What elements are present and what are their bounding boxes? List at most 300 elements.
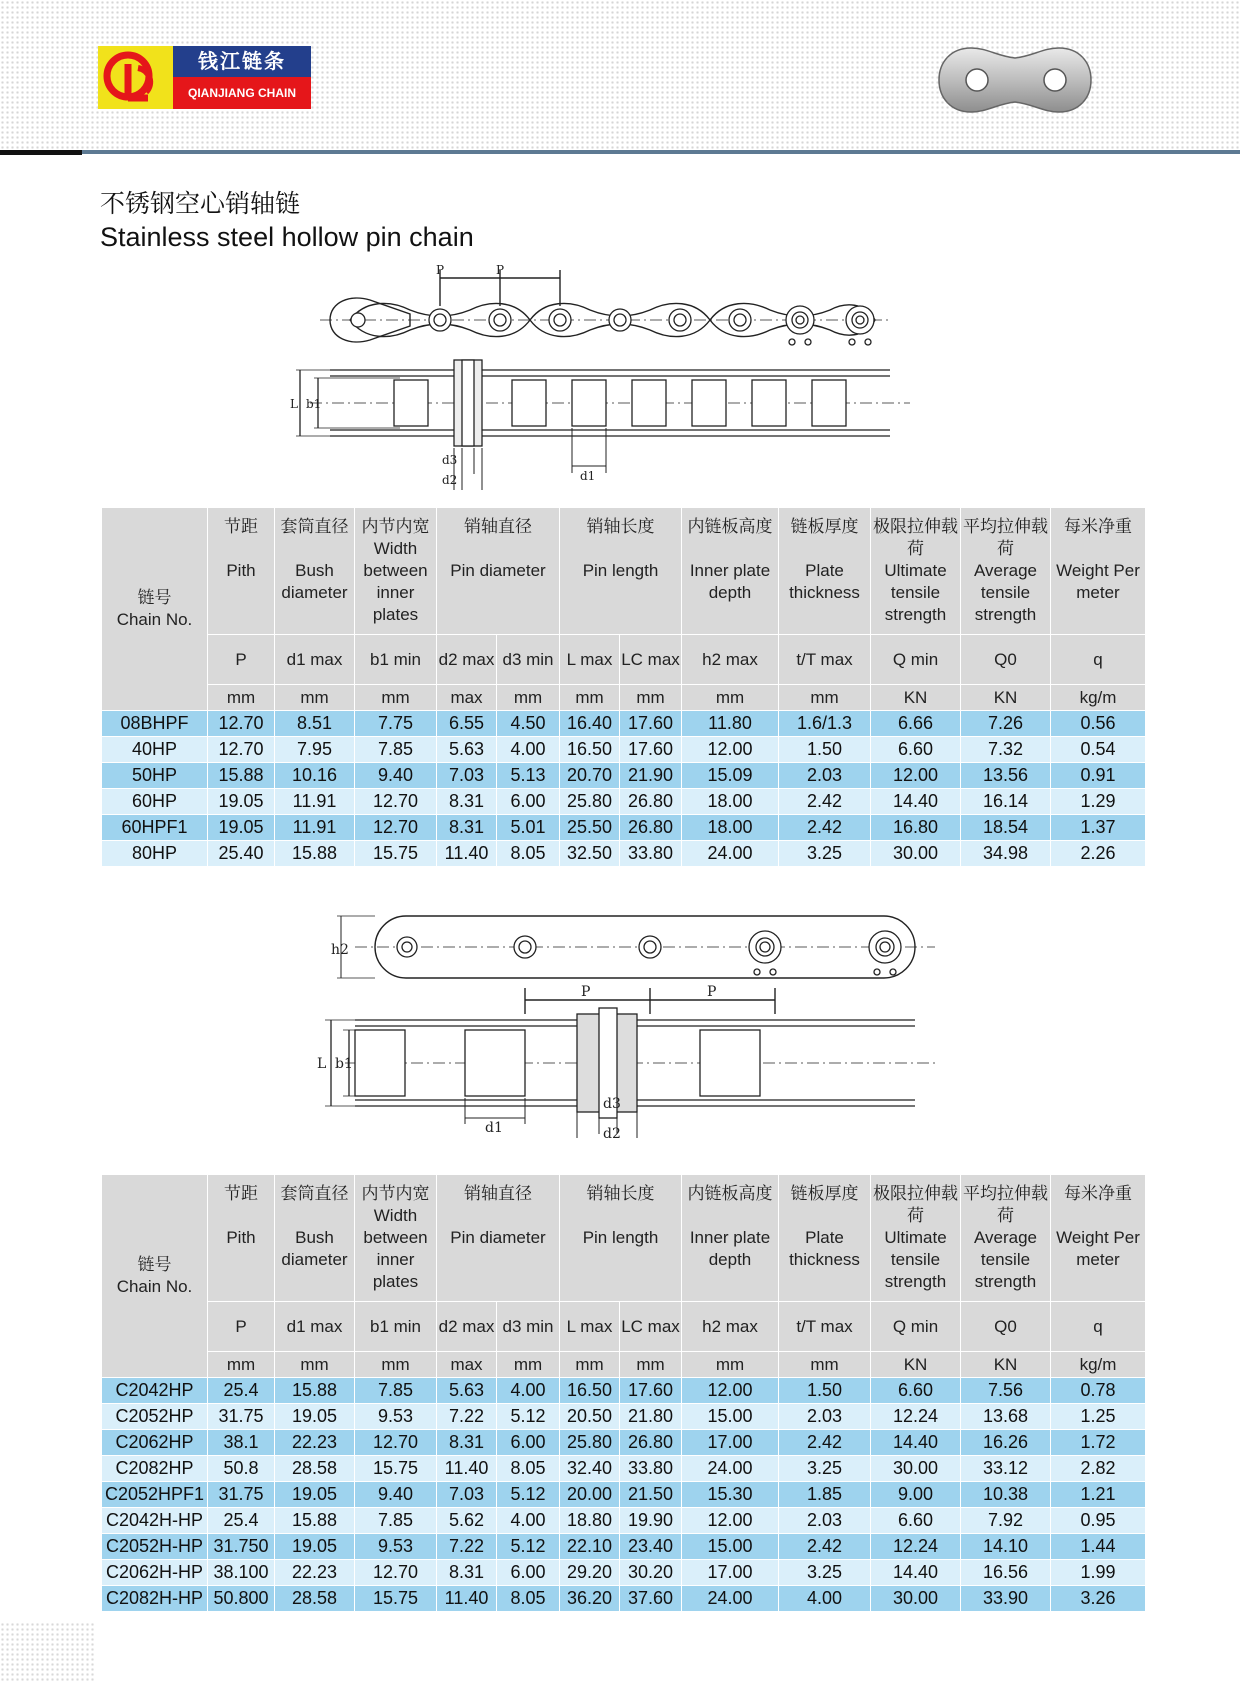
header-pin-diameter-en: Pin diameter xyxy=(450,1228,546,1247)
header-inner-plate xyxy=(682,508,779,635)
table-cell: 18.00 xyxy=(682,789,779,815)
table-cell: 15.75 xyxy=(355,1456,437,1482)
table-cell: 21.90 xyxy=(620,763,682,789)
header-plate-thickness-en: Plate thickness xyxy=(789,1228,860,1269)
table-cell: 7.56 xyxy=(961,1378,1051,1404)
header-inner-plate-cn: 内链板高度 xyxy=(687,517,773,537)
table-cell: 24.00 xyxy=(682,841,779,867)
table-cell: 3.26 xyxy=(1051,1586,1146,1612)
table-cell: 10.16 xyxy=(275,763,355,789)
table-cell: 32.50 xyxy=(560,841,620,867)
table-cell: 5.01 xyxy=(497,815,560,841)
header-weight-cn: 每米净重 xyxy=(1064,1184,1132,1204)
header-chain-en: Chain No. xyxy=(116,1277,193,1296)
header-average xyxy=(961,1175,1051,1302)
brand-name-cn: 钱江链条 xyxy=(173,46,311,77)
table-cell: 12.24 xyxy=(871,1404,961,1430)
header-bush-en: Bush diameter xyxy=(281,1228,348,1269)
table-cell: 1.6/1.3 xyxy=(779,711,871,737)
table-cell: 31.75 xyxy=(208,1482,275,1508)
symbol-cell: LC max xyxy=(620,1302,682,1352)
table-cell: 15.00 xyxy=(682,1404,779,1430)
table-cell: 22.23 xyxy=(275,1560,355,1586)
header-unit-row xyxy=(102,1352,1146,1378)
table-cell: 9.53 xyxy=(355,1534,437,1560)
table-cell: 18.54 xyxy=(961,815,1051,841)
table-cell: 13.68 xyxy=(961,1404,1051,1430)
dim-d1-label: d1 xyxy=(580,469,596,483)
table-cell: 11.40 xyxy=(437,1456,497,1482)
header-ultimate-en: Ultimate tensile strength xyxy=(884,1228,947,1291)
chain-no-cell: C2042HP xyxy=(102,1378,208,1404)
table-cell: 33.80 xyxy=(620,841,682,867)
unit-cell: mm xyxy=(208,1352,275,1378)
table-cell: 7.03 xyxy=(437,1482,497,1508)
table-cell: 11.91 xyxy=(275,789,355,815)
symbol-cell: Q0 xyxy=(961,635,1051,685)
table-cell: 0.56 xyxy=(1051,711,1146,737)
spec-table-2 xyxy=(101,1174,1146,1612)
table-cell: 25.40 xyxy=(208,841,275,867)
chain-no-cell: 60HPF1 xyxy=(102,815,208,841)
header-pitch xyxy=(208,1175,275,1302)
chain-no-cell: C2082H-HP xyxy=(102,1586,208,1612)
table-cell: 26.80 xyxy=(620,1430,682,1456)
dim-h2-label: h2 xyxy=(331,942,349,958)
header-pin-length-cn: 销轴长度 xyxy=(586,1184,655,1204)
table-cell: 21.50 xyxy=(620,1482,682,1508)
table-cell: 12.70 xyxy=(355,789,437,815)
header-inner-plate-en: Inner plate depth xyxy=(689,1228,771,1269)
symbol-cell: L max xyxy=(560,1302,620,1352)
unit-cell: mm xyxy=(779,1352,871,1378)
chain-no-cell: 60HP xyxy=(102,789,208,815)
table-cell: 6.55 xyxy=(437,711,497,737)
table-cell: 2.03 xyxy=(779,1508,871,1534)
table-cell: 2.42 xyxy=(779,1534,871,1560)
table-cell: 1.25 xyxy=(1051,1404,1146,1430)
table-cell: 18.80 xyxy=(560,1508,620,1534)
table-row xyxy=(102,737,1146,763)
table-cell: 50.800 xyxy=(208,1586,275,1612)
header-ultimate xyxy=(871,508,961,635)
table-cell: 15.75 xyxy=(355,841,437,867)
header-pin-length-en: Pin length xyxy=(582,561,659,580)
brand-name-en: QIANJIANG CHAIN xyxy=(173,77,311,109)
table-cell: 15.75 xyxy=(355,1586,437,1612)
header-symbol-row xyxy=(102,1302,1146,1352)
header-pin-length xyxy=(560,508,682,635)
table-cell: 15.00 xyxy=(682,1534,779,1560)
footer-dot-pattern xyxy=(0,1622,95,1683)
table-cell: 2.82 xyxy=(1051,1456,1146,1482)
header-bush xyxy=(275,1175,355,1302)
table-cell: 24.00 xyxy=(682,1586,779,1612)
symbol-cell: d1 max xyxy=(275,635,355,685)
table-cell: 25.4 xyxy=(208,1378,275,1404)
link-plate-icon xyxy=(935,44,1095,116)
table-cell: 0.95 xyxy=(1051,1508,1146,1534)
header-weight-cn: 每米净重 xyxy=(1064,517,1132,537)
header-ultimate-cn: 极限拉伸载荷 xyxy=(873,1184,958,1226)
page-title-en: Stainless steel hollow pin chain xyxy=(100,222,474,252)
header-pin-length xyxy=(560,1175,682,1302)
dim-d1-label-2: d1 xyxy=(485,1120,503,1136)
symbol-cell: b1 min xyxy=(355,1302,437,1352)
table-cell: 7.32 xyxy=(961,737,1051,763)
table-cell: 8.31 xyxy=(437,1560,497,1586)
header-bush-cn: 套筒直径 xyxy=(280,1184,349,1204)
chain-no-cell: C2052HP xyxy=(102,1404,208,1430)
table-cell: 33.90 xyxy=(961,1586,1051,1612)
spec-table-1 xyxy=(101,507,1146,867)
header-weight xyxy=(1051,508,1146,635)
table-cell: 0.78 xyxy=(1051,1378,1146,1404)
table-cell: 26.80 xyxy=(620,815,682,841)
table-cell: 7.92 xyxy=(961,1508,1051,1534)
header-weight-en: Weight Per meter xyxy=(1056,1228,1140,1269)
unit-cell: max xyxy=(437,1352,497,1378)
table-cell: 1.85 xyxy=(779,1482,871,1508)
header-average-cn: 平均拉伸载荷 xyxy=(963,517,1048,559)
table-cell: 14.40 xyxy=(871,789,961,815)
header-average-en: Average tensile strength xyxy=(973,1228,1037,1291)
table-cell: 30.00 xyxy=(871,841,961,867)
table-cell: 31.75 xyxy=(208,1404,275,1430)
symbol-cell: b1 min xyxy=(355,635,437,685)
table-cell: 7.22 xyxy=(437,1534,497,1560)
table-cell: 17.60 xyxy=(620,737,682,763)
table-cell: 6.00 xyxy=(497,1560,560,1586)
symbol-cell: t/T max xyxy=(779,1302,871,1352)
table-cell: 20.00 xyxy=(560,1482,620,1508)
table-cell: 26.80 xyxy=(620,789,682,815)
header-ultimate-cn: 极限拉伸载荷 xyxy=(873,517,958,559)
table-cell: 8.05 xyxy=(497,1586,560,1612)
header-plate-thickness-en: Plate thickness xyxy=(789,561,860,602)
unit-cell: kg/m xyxy=(1051,685,1146,711)
table-cell: 0.91 xyxy=(1051,763,1146,789)
symbol-cell: q xyxy=(1051,635,1146,685)
table-cell: 3.25 xyxy=(779,841,871,867)
symbol-cell: L max xyxy=(560,635,620,685)
dim-p-label-4: P xyxy=(707,984,717,1000)
table-cell: 5.63 xyxy=(437,737,497,763)
header-pin-diameter xyxy=(437,508,560,635)
header-rule xyxy=(0,150,1240,154)
table-cell: 4.50 xyxy=(497,711,560,737)
header-width xyxy=(355,1175,437,1302)
unit-cell: mm xyxy=(682,685,779,711)
table-cell: 37.60 xyxy=(620,1586,682,1612)
table-cell: 15.30 xyxy=(682,1482,779,1508)
symbol-cell: LC max xyxy=(620,635,682,685)
table-cell: 12.70 xyxy=(355,815,437,841)
unit-cell: KN xyxy=(871,685,961,711)
table-cell: 22.23 xyxy=(275,1430,355,1456)
header-plate-thickness xyxy=(779,1175,871,1302)
table-cell: 6.60 xyxy=(871,1378,961,1404)
table-cell: 24.00 xyxy=(682,1456,779,1482)
header-ultimate xyxy=(871,1175,961,1302)
table-row xyxy=(102,789,1146,815)
table-cell: 17.00 xyxy=(682,1430,779,1456)
table-cell: 12.70 xyxy=(208,711,275,737)
table-cell: 7.26 xyxy=(961,711,1051,737)
table-cell: 2.03 xyxy=(779,1404,871,1430)
unit-cell: max xyxy=(437,685,497,711)
header-pitch xyxy=(208,508,275,635)
table-cell: 1.50 xyxy=(779,737,871,763)
table-cell: 9.40 xyxy=(355,763,437,789)
header-weight xyxy=(1051,1175,1146,1302)
chain-no-cell: 40HP xyxy=(102,737,208,763)
table-cell: 7.03 xyxy=(437,763,497,789)
table-cell: 7.75 xyxy=(355,711,437,737)
table-cell: 19.05 xyxy=(275,1404,355,1430)
symbol-cell: d2 max xyxy=(437,635,497,685)
header-plate-thickness xyxy=(779,508,871,635)
table-cell: 9.40 xyxy=(355,1482,437,1508)
table-cell: 23.40 xyxy=(620,1534,682,1560)
table-cell: 28.58 xyxy=(275,1586,355,1612)
header-bush-en: Bush diameter xyxy=(281,561,348,602)
table-cell: 1.44 xyxy=(1051,1534,1146,1560)
header-bush-cn: 套筒直径 xyxy=(280,517,349,537)
header-pin-length-cn: 销轴长度 xyxy=(586,517,655,537)
header-inner-plate-cn: 内链板高度 xyxy=(687,1184,773,1204)
header-weight-en: Weight Per meter xyxy=(1056,561,1140,602)
table-cell: 9.00 xyxy=(871,1482,961,1508)
table-cell: 7.22 xyxy=(437,1404,497,1430)
table-cell: 2.42 xyxy=(779,815,871,841)
header-width xyxy=(355,508,437,635)
table-cell: 38.100 xyxy=(208,1560,275,1586)
table-cell: 11.40 xyxy=(437,841,497,867)
table-cell: 7.85 xyxy=(355,1378,437,1404)
table-cell: 7.85 xyxy=(355,737,437,763)
dim-b1-label: b1 xyxy=(306,397,322,411)
table-cell: 12.00 xyxy=(682,737,779,763)
header-pitch-cn: 节距 xyxy=(224,517,258,537)
table-cell: 31.750 xyxy=(208,1534,275,1560)
table-cell: 20.70 xyxy=(560,763,620,789)
table-cell: 7.95 xyxy=(275,737,355,763)
dim-l-label-2: L xyxy=(317,1056,327,1072)
table-cell: 36.20 xyxy=(560,1586,620,1612)
table-row xyxy=(102,1508,1146,1534)
header-symbol-row xyxy=(102,635,1146,685)
dim-d2-label: d2 xyxy=(442,473,458,487)
table-cell: 12.24 xyxy=(871,1534,961,1560)
table-cell: 12.00 xyxy=(871,763,961,789)
table-cell: 1.50 xyxy=(779,1378,871,1404)
spec-table-2-body xyxy=(102,1378,1146,1612)
table-cell: 17.00 xyxy=(682,1560,779,1586)
table-cell: 9.53 xyxy=(355,1404,437,1430)
table-cell: 16.50 xyxy=(560,737,620,763)
header-rule-accent xyxy=(0,150,82,155)
unit-cell: KN xyxy=(871,1352,961,1378)
table-cell: 18.00 xyxy=(682,815,779,841)
table-cell: 2.03 xyxy=(779,763,871,789)
table-cell: 19.05 xyxy=(208,815,275,841)
table-cell: 16.56 xyxy=(961,1560,1051,1586)
header-pin-diameter xyxy=(437,1175,560,1302)
table-cell: 2.26 xyxy=(1051,841,1146,867)
table-cell: 25.50 xyxy=(560,815,620,841)
table-cell: 19.05 xyxy=(208,789,275,815)
unit-cell: mm xyxy=(682,1352,779,1378)
table-cell: 0.54 xyxy=(1051,737,1146,763)
page-title-cn: 不锈钢空心销轴链 xyxy=(100,189,301,218)
chain-diagram-2 xyxy=(315,902,935,1142)
table-cell: 6.60 xyxy=(871,737,961,763)
table-row xyxy=(102,1534,1146,1560)
unit-cell: mm xyxy=(779,685,871,711)
dim-p-label-3: P xyxy=(581,984,591,1000)
brand-logo xyxy=(98,46,311,109)
dim-p-label-1: P xyxy=(436,263,445,277)
table-cell: 4.00 xyxy=(497,1378,560,1404)
table-cell: 8.31 xyxy=(437,1430,497,1456)
symbol-cell: Q min xyxy=(871,1302,961,1352)
table-cell: 22.10 xyxy=(560,1534,620,1560)
header-unit-row xyxy=(102,685,1146,711)
table-cell: 34.98 xyxy=(961,841,1051,867)
table-cell: 25.80 xyxy=(560,1430,620,1456)
table-row xyxy=(102,1560,1146,1586)
symbol-cell: h2 max xyxy=(682,635,779,685)
header-average xyxy=(961,508,1051,635)
header-pin-length-en: Pin length xyxy=(582,1228,659,1247)
table-cell: 14.40 xyxy=(871,1560,961,1586)
table-cell: 20.50 xyxy=(560,1404,620,1430)
header-average-en: Average tensile strength xyxy=(973,561,1037,624)
table-cell: 12.00 xyxy=(682,1508,779,1534)
table-cell: 2.42 xyxy=(779,1430,871,1456)
chain-no-cell: 08BHPF xyxy=(102,711,208,737)
dim-d3-label-2: d3 xyxy=(603,1096,621,1112)
symbol-cell: d3 min xyxy=(497,635,560,685)
table-row xyxy=(102,1456,1146,1482)
unit-cell: mm xyxy=(275,685,355,711)
table-row xyxy=(102,711,1146,737)
table-cell: 6.60 xyxy=(871,1508,961,1534)
symbol-cell: d1 max xyxy=(275,1302,355,1352)
logo-mark-icon xyxy=(98,46,173,109)
table-row xyxy=(102,1482,1146,1508)
header-chain-no xyxy=(102,508,208,711)
symbol-cell: Q min xyxy=(871,635,961,685)
table-cell: 32.40 xyxy=(560,1456,620,1482)
table-cell: 30.00 xyxy=(871,1456,961,1482)
table-cell: 25.4 xyxy=(208,1508,275,1534)
table-cell: 11.40 xyxy=(437,1586,497,1612)
dim-b1-label-2: b1 xyxy=(335,1056,353,1072)
chain-no-cell: 80HP xyxy=(102,841,208,867)
symbol-cell: d2 max xyxy=(437,1302,497,1352)
chain-no-cell: C2052H-HP xyxy=(102,1534,208,1560)
symbol-cell: q xyxy=(1051,1302,1146,1352)
table-cell: 8.05 xyxy=(497,1456,560,1482)
table-cell: 14.40 xyxy=(871,1430,961,1456)
header-ultimate-en: Ultimate tensile strength xyxy=(884,561,947,624)
dim-d2-label-2: d2 xyxy=(603,1126,621,1142)
chain-no-cell: C2042H-HP xyxy=(102,1508,208,1534)
table-cell: 12.00 xyxy=(682,1378,779,1404)
unit-cell: mm xyxy=(620,1352,682,1378)
table-cell: 1.29 xyxy=(1051,789,1146,815)
spec-table-1-body xyxy=(102,711,1146,867)
table-cell: 15.88 xyxy=(275,1508,355,1534)
header-pin-diameter-cn: 销轴直径 xyxy=(464,1184,532,1204)
dim-p-label-2: P xyxy=(496,263,505,277)
symbol-cell: Q0 xyxy=(961,1302,1051,1352)
table-row xyxy=(102,1430,1146,1456)
header-pin-diameter-cn: 销轴直径 xyxy=(464,517,532,537)
table-cell: 4.00 xyxy=(779,1586,871,1612)
table-cell: 16.80 xyxy=(871,815,961,841)
table-cell: 12.70 xyxy=(208,737,275,763)
header-width-cn: 内节内宽 xyxy=(361,1184,430,1204)
table-cell: 8.31 xyxy=(437,789,497,815)
table-row xyxy=(102,1378,1146,1404)
table-cell: 33.12 xyxy=(961,1456,1051,1482)
chain-no-cell: C2062HP xyxy=(102,1430,208,1456)
table-cell: 10.38 xyxy=(961,1482,1051,1508)
table-cell: 17.60 xyxy=(620,711,682,737)
table-cell: 6.00 xyxy=(497,1430,560,1456)
table-cell: 6.66 xyxy=(871,711,961,737)
table-cell: 13.56 xyxy=(961,763,1051,789)
dim-d3-label: d3 xyxy=(442,453,458,467)
table-cell: 12.70 xyxy=(355,1560,437,1586)
table-cell: 8.31 xyxy=(437,815,497,841)
symbol-cell: P xyxy=(208,1302,275,1352)
table-cell: 5.12 xyxy=(497,1482,560,1508)
table-cell: 8.05 xyxy=(497,841,560,867)
table-cell: 8.51 xyxy=(275,711,355,737)
table-cell: 19.05 xyxy=(275,1482,355,1508)
table-cell: 25.80 xyxy=(560,789,620,815)
table-cell: 6.00 xyxy=(497,789,560,815)
header-pitch-en: Pith xyxy=(226,1228,256,1247)
table-row xyxy=(102,815,1146,841)
table-cell: 50.8 xyxy=(208,1456,275,1482)
table-cell: 2.42 xyxy=(779,789,871,815)
unit-cell: KN xyxy=(961,685,1051,711)
unit-cell: mm xyxy=(355,1352,437,1378)
table-cell: 3.25 xyxy=(779,1456,871,1482)
table-cell: 28.58 xyxy=(275,1456,355,1482)
dim-l-label: L xyxy=(290,397,298,411)
chain-diagram-1 xyxy=(290,258,930,498)
header-pin-diameter-en: Pin diameter xyxy=(450,561,546,580)
header-chain-cn: 链号 xyxy=(137,588,172,608)
unit-cell: mm xyxy=(355,685,437,711)
unit-cell: mm xyxy=(208,685,275,711)
unit-cell: mm xyxy=(560,1352,620,1378)
table-cell: 30.00 xyxy=(871,1586,961,1612)
table-cell: 16.40 xyxy=(560,711,620,737)
chain-no-cell: C2052HPF1 xyxy=(102,1482,208,1508)
chain-no-cell: 50HP xyxy=(102,763,208,789)
table-cell: 16.14 xyxy=(961,789,1051,815)
table-cell: 1.72 xyxy=(1051,1430,1146,1456)
table-cell: 1.99 xyxy=(1051,1560,1146,1586)
table-cell: 7.85 xyxy=(355,1508,437,1534)
